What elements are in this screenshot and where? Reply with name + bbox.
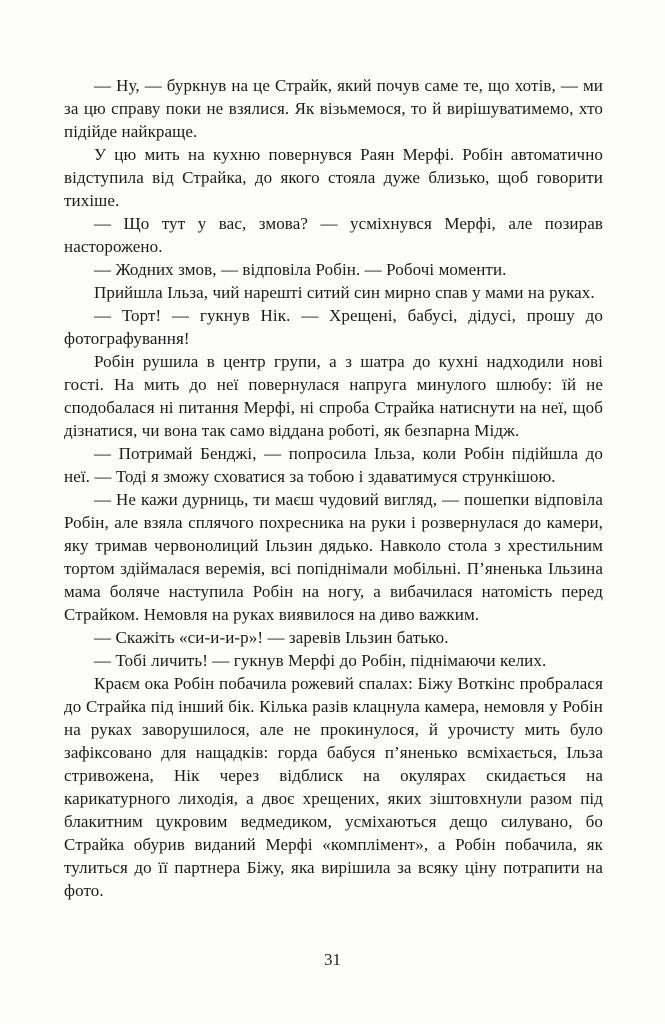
paragraph: Прийшла Ільза, чий нарешті ситий син мирно спав у мами на руках. bbox=[94, 283, 595, 302]
text-block bbox=[64, 74, 603, 902]
page-number: 31 bbox=[324, 950, 341, 969]
paragraph: — Що тут у вас, змова? — усміхнувся Мерфі, але позирав насторожено. bbox=[64, 214, 603, 256]
paragraph: — Ну, — буркнув на це Страйк, який почув саме те, що хотів, — ми за цю справу поки не взялися. Як візьмемося, то й вирішуватимемо, хто підійде найкраще. bbox=[64, 76, 603, 141]
paragraph: Краєм ока Робін побачила рожевий спалах: Біжу Воткінс пробралася до Страйка під інший бік. Кілька разів клацнула камера, немовля у Робін на руках заворушилося, але не прокинулося, й урочисту мить було зафіксовано для нащадків: горда бабуся п’яненько всміхається, Ільза стривожена, Нік через відблиск на окулярах скидається на карикатурного лиходія, а двоє хрещених, яких зіштовхнули разом під блакитним цукровим ведмедиком, усміхаються дещо силувано, бо Страйка обурив виданий Мерфі «комплімент», а Робін побачила, як тулиться до її партнера Біжу, яка вирішила за всяку ціну потрапити на фото. bbox=[64, 674, 603, 900]
paragraph: — Скажіть «си-и-и-р»! — заревів Ільзин батько. bbox=[94, 628, 449, 647]
paragraph: — Не кажи дурниць, ти маєш чудовий вигляд, — пошепки відповіла Робін, але взяла сплячого похресника на руки і розвернулася до камери, яку тримав червонолиций Ільзин дядько. Навколо стола з хрестильним тортом здіймалася веремія, всі попіднімали мобільні. П’яненька Ільзина мама боляче наступила Робін на ногу, а вибачилася натомість перед Страйком. Немовля на руках виявилося на диво важким. bbox=[64, 490, 603, 624]
paragraph: — Потримай Бенджі, — попросила Ільза, коли Робін підійшла до неї. — Тоді я зможу сховатися за тобою і здаватимуся стрункішою. bbox=[64, 444, 603, 486]
paragraph: — Торт! — гукнув Нік. — Хрещені, бабусі, дідусі, прошу до фотографування! bbox=[64, 306, 603, 348]
paragraph: У цю мить на кухню повернувся Раян Мерфі. Робін автоматично відступила від Страйка, до якого стояла дуже близько, щоб говорити тихіше. bbox=[64, 145, 603, 210]
paragraph: — Жодних змов, — відповіла Робін. — Робочі моменти. bbox=[94, 260, 507, 279]
paragraph: — Тобі личить! — гукнув Мерфі до Робін, піднімаючи келих. bbox=[94, 651, 547, 670]
paragraph: Робін рушила в центр групи, а з шатра до кухні надходили нові гості. На мить до неї повернулася напруга минулого шлюбу: їй не сподобалася ні питання Мерфі, ні спроба Страйка натиснути на неї, щоб дізнатися, чи вона так само віддана роботі, як безпарна Мідж. bbox=[64, 352, 603, 440]
